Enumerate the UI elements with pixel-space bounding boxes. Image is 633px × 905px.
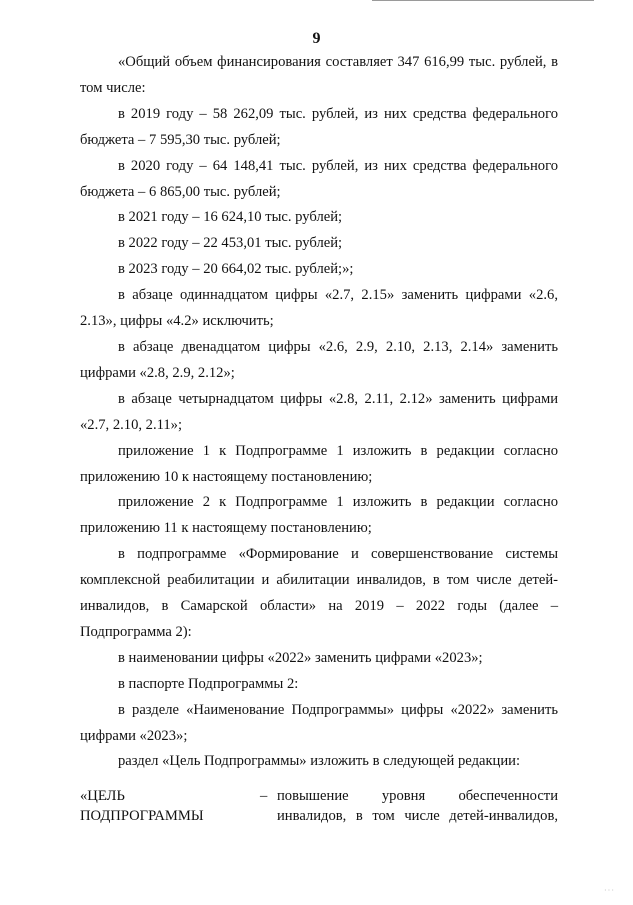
paragraph-financing-total: «Общий объем финансирования составляет 347 616,99 тыс. рублей, в том числе: — [80, 54, 558, 96]
paragraph-eleventh: в абзаце одиннадцатом цифры «2.7, 2.15» заменить цифрами «2.6, 2.13», цифры «4.2» исключить; — [80, 287, 558, 330]
paragraph-section-goal: раздел «Цель Подпрограммы» изложить в следующей редакции: — [118, 753, 521, 770]
goal-value — [277, 786, 558, 826]
paragraph-fourteenth: в абзаце четырнадцатом цифры «2.8, 2.11, 2.12» заменить цифрами «2.7, 2.10, 2.11»; — [80, 390, 558, 433]
scan-edge-line — [372, 0, 594, 1]
paragraph-2020: в 2020 году – 64 148,41 тыс. рублей, из них средства федерального бюджета – 6 865,00 тыс. рублей; — [80, 157, 558, 200]
paragraph-appendix-1: приложение 1 к Подпрограмме 1 изложить в редакции согласно приложению 10 к настоящему постановлению; — [80, 442, 558, 485]
goal-value-line2: инвалидов, в том числе детей-инвалидов, — [277, 808, 558, 824]
paragraph-2023: в 2023 году – 20 664,02 тыс. рублей;»; — [118, 261, 354, 278]
goal-dash: – — [260, 788, 268, 804]
paragraph-2019: в 2019 году – 58 262,09 тыс. рублей, из них средства федерального бюджета – 7 595,30 тыс. рублей; — [80, 105, 558, 148]
goal-value-line1: повышение уровня обеспеченности — [277, 788, 558, 804]
goal-label-line1: «ЦЕЛЬ — [80, 788, 125, 804]
goal-label — [80, 786, 260, 826]
paragraph-2022: в 2022 году – 22 453,01 тыс. рублей; — [118, 235, 343, 252]
page-number: 9 — [312, 30, 321, 47]
paragraph-passport: в паспорте Подпрограммы 2: — [118, 675, 299, 692]
paragraph-name-change: в наименовании цифры «2022» заменить цифрами «2023»; — [118, 649, 483, 666]
paragraph-section-name: в разделе «Наименование Подпрограммы» цифры «2022» заменить цифрами «2023»; — [80, 701, 558, 744]
paragraph-twelfth: в абзаце двенадцатом цифры «2.6, 2.9, 2.10, 2.13, 2.14» заменить цифрами «2.8, 2.9, 2.12»; — [80, 338, 558, 381]
paragraph-2021: в 2021 году – 16 624,10 тыс. рублей; — [118, 209, 343, 226]
paragraph-appendix-2: приложение 2 к Подпрограмме 1 изложить в редакции согласно приложению 11 к настоящему постановлению; — [80, 494, 558, 537]
body-text — [80, 50, 558, 775]
paragraph-subprogram-2: в подпрограмме «Формирование и совершенствование системы комплексной реабилитации и абилитации инвалидов, в том числе детей-инвалидов, в Самарской области» на 2019 – 2022 годы (далее – Подпрограмма 2): — [80, 546, 558, 640]
scan-artifact: ··· — [604, 886, 615, 895]
goal-label-line2: ПОДПРОГРАММЫ — [80, 808, 204, 824]
